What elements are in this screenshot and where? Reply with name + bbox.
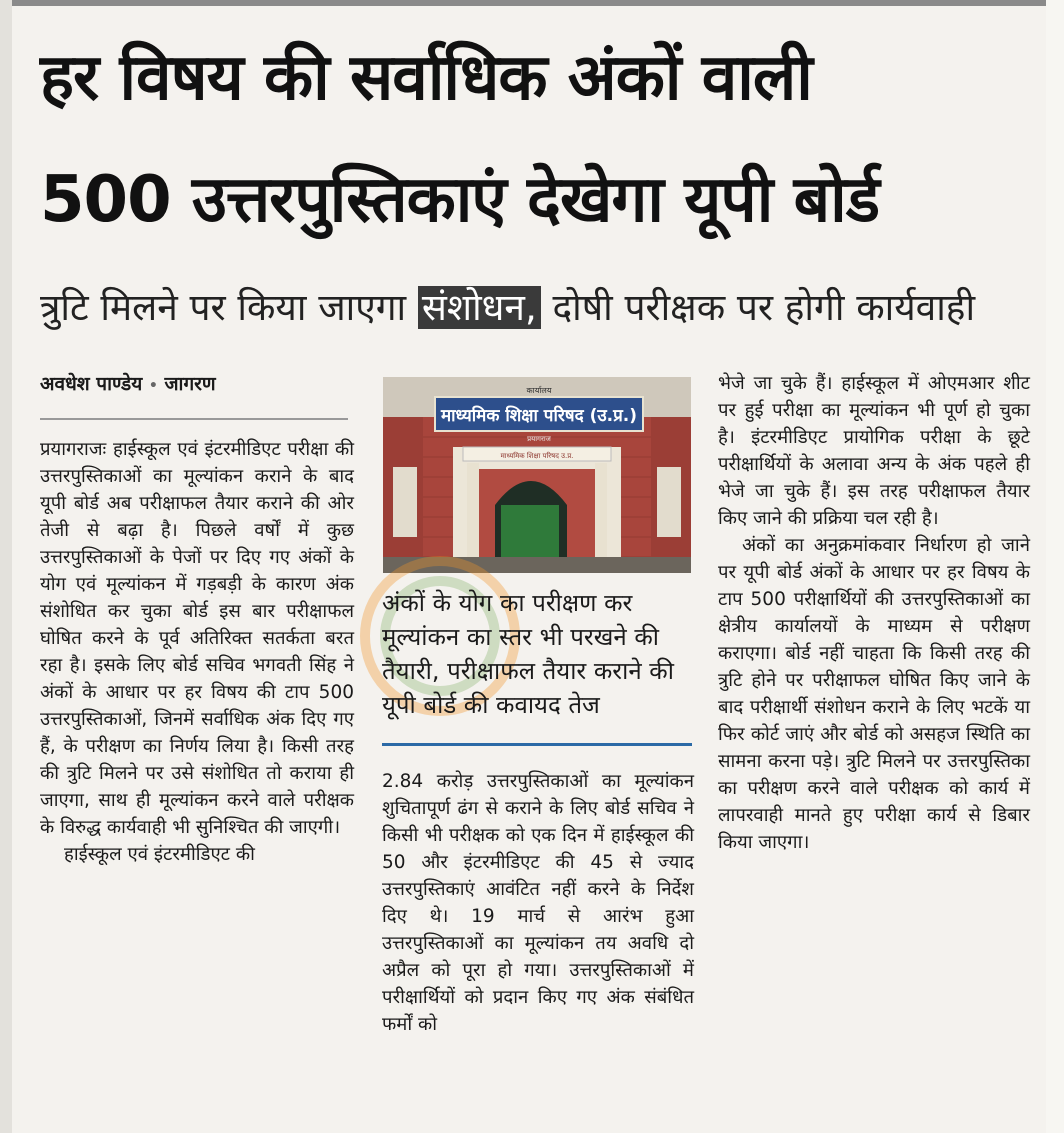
subhead-text-after: दोषी परीक्षक पर होगी कार्यवाही <box>540 286 976 329</box>
source-name: जागरण <box>164 373 216 395</box>
byline-dot: • <box>148 378 158 394</box>
building-illustration <box>383 377 691 573</box>
article-column-2 <box>382 768 694 1038</box>
sign-top-text: कार्यालय <box>526 386 552 395</box>
byline-rule <box>40 418 348 420</box>
caption-rule <box>382 743 692 746</box>
paragraph: अंकों का अनुक्रमांकवार निर्धारण हो जाने पर यूपी बोर्ड अंकों के आधार पर हर विषय के टाप 500 परीक्षार्थियों की उत्तरपुस्तिकाओं का क्षेत्रीय कार्यालयों के माध्यम से परीक्षण कराएगा। बोर्ड नहीं चाहता कि किसी तरह की त्रुटि होने पर परीक्षाफल घोषित किए जाने के बाद परीक्षार्थी संशोधन कराने के लिए भटकें या फिर कोर्ट जाएं और बोर्ड को असहज स्थिति का सामना करना पड़े। त्रुटि मिलने पर उत्तरपुस्तिका का परीक्षण करने वाले परीक्षक को कार्य में लापरवाही मानते हुए परीक्षा कार्य से डिबार किया जाएगा। <box>718 535 1030 853</box>
subhead-text-before: त्रुटि मिलने पर किया जाएगा <box>40 286 418 329</box>
sign-sub-text: प्रयागराज <box>527 435 551 443</box>
adjacent-column-edge <box>1046 0 1064 1133</box>
byline <box>40 370 350 396</box>
paragraph: 2.84 करोड़ उत्तरपुस्तिकाओं का मूल्यांकन शुचितापूर्ण ढंग से कराने के लिए बोर्ड सचिव ने किसी भी परीक्षक को एक दिन में हाईस्कूल की 50 और इंटरमीडिएट की 45 से ज्याद उत्तरपुस्तिकाएं आवंटित नहीं करने के निर्देश दिए थे। 19 मार्च से आरंभ हुआ उत्तरपुस्तिकाओं का मूल्यांकन तय अवधि दो अप्रैल को पूरा हो गया। उत्तरपुस्तिकाओं में परीक्षार्थियों को प्रदान किए गए अंक संबंधित फर्मों को <box>382 771 694 1035</box>
author-name: अवधेश पाण्डेय <box>40 373 143 395</box>
article-column-1 <box>40 436 354 868</box>
photo-caption: अंकों के योग का परीक्षण कर मूल्यांकन का स्तर भी परखने की तैयारी, परीक्षाफल तैयार कराने की यूपी बोर्ड की कवायद तेज <box>382 589 674 719</box>
paragraph: हाईस्कूल एवं इंटरमीडिएट की <box>64 844 255 865</box>
headline-line-2: 500 उत्तरपुस्तिकाएं देखेगा यूपी बोर्ड <box>40 163 879 237</box>
building-photo <box>383 377 691 573</box>
plaque-text: माध्यमिक शिक्षा परिषद उ.प्र. <box>500 452 574 460</box>
headline-line-1: हर विषय की सर्वाधिक अंकों वाली <box>40 41 812 115</box>
subhead-highlight: संशोधन, <box>418 286 541 329</box>
top-border <box>0 0 1064 6</box>
sign-text: माध्यमिक शिक्षा परिषद (उ.प्र.) <box>440 406 638 426</box>
article-column-3 <box>718 370 1030 856</box>
paragraph: भेजे जा चुके हैं। हाईस्कूल में ओएमआर शीट पर हुई परीक्षा का मूल्यांकन भी पूर्ण हो चुका है। इंटरमीडिएट प्रायोगिक परीक्षा के छूटे परीक्षार्थियों के अलावा अन्य के अंक पहले ही भेजे जा चुके हैं। इस तरह परीक्षाफल तैयार किए जाने की प्रक्रिया चल रही है। <box>718 373 1030 529</box>
paragraph: प्रयागराजः हाईस्कूल एवं इंटरमीडिएट परीक्षा की उत्तरपुस्तिकाओं का मूल्यांकन कराने के बाद यूपी बोर्ड अब परीक्षाफल तैयार कराने की ओर तेजी से बढ़ा है। पिछले वर्षों में कुछ उत्तरपुस्तिकाओं के पेजों पर दिए गए अंकों के योग एवं मूल्यांकन में गड़बड़ी के कारण अंक संशोधित कर चुका बोर्ड इस बार परीक्षाफल घोषित करने के पूर्व अतिरिक्त सतर्कता बरत रहा है। इसके लिए बोर्ड सचिव भगवती सिंह ने अंकों के आधार पर हर विषय की टाप 500 उत्तरपुस्तिकाओं, जिनमें सर्वाधिक अंक दिए गए हैं, के परीक्षण का निर्णय लिया है। किसी तरह की त्रुटि मिलने पर उसे संशोधित तो कराया ही जाएगा, साथ ही मूल्यांकन करने वाले परीक्षक के विरुद्ध कार्यवाही भी सुनिश्चित की जाएगी। <box>40 439 354 838</box>
subheadline <box>40 283 1040 333</box>
left-margin-strip <box>0 0 12 1133</box>
